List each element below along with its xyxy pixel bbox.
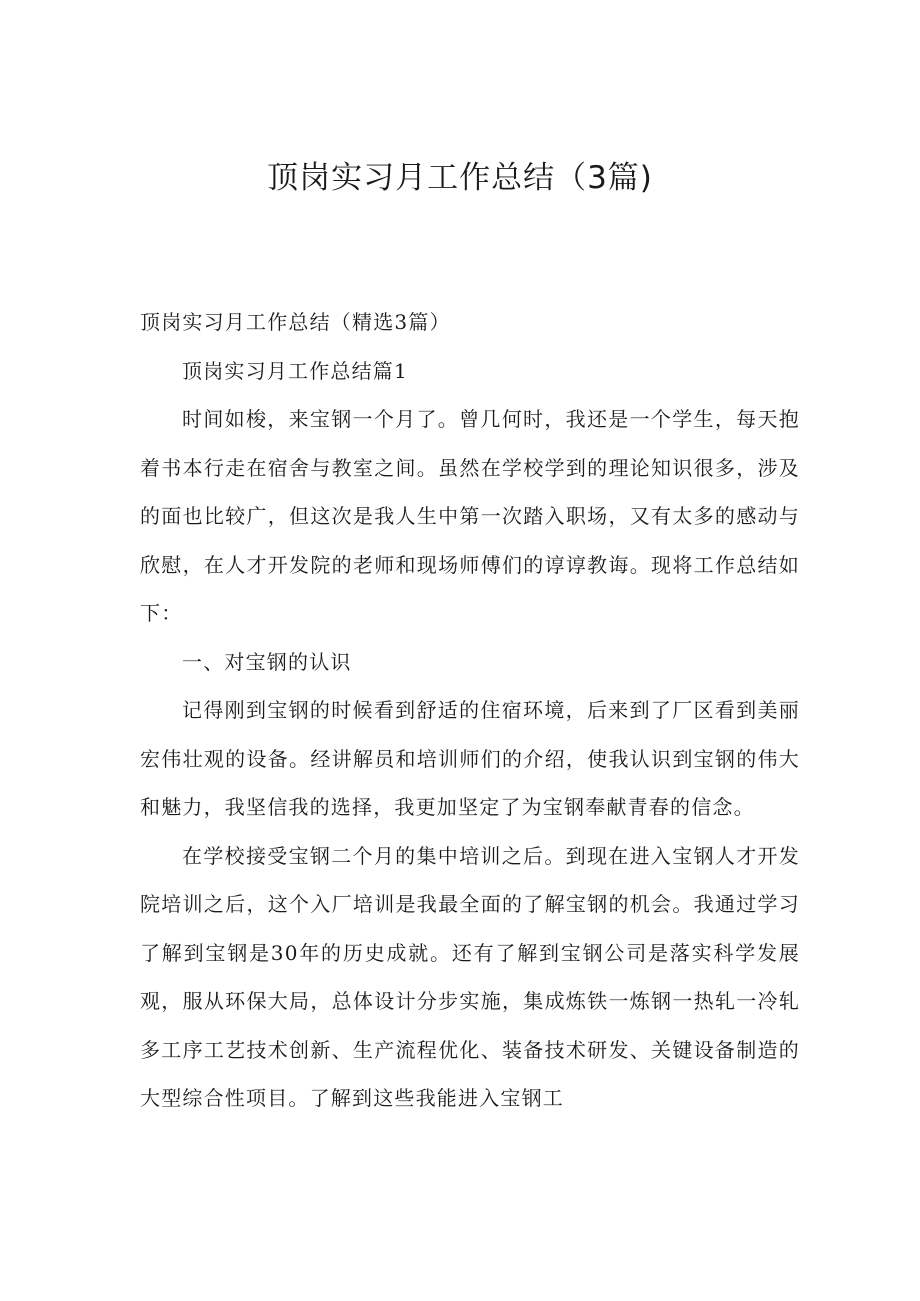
- body-paragraph: 在学校接受宝钢二个月的集中培训之后。到现在进入宝钢人才开发院培训之后，这个入厂培训是我最全面的了解宝钢的机会。我通过学习了解到宝钢是30年的历史成就。还有了解到宝钢公司是落实科学发展观，服从环保大局，总体设计分步实施，集成炼铁一炼钢一热轧一冷轧多工序工艺技术创新、生产流程优化、装备技术研发、关键设备制造的大型综合性项目。了解到这些我能进入宝钢工: [140, 843, 800, 1110]
- subtitle-paragraph: 顶岗实习月工作总结（精选3篇）: [140, 310, 451, 334]
- section-heading: 顶岗实习月工作总结篇1: [182, 358, 408, 383]
- section-heading: 一、对宝钢的认识: [182, 649, 352, 674]
- body-paragraph: 时间如梭，来宝钢一个月了。曾几何时，我还是一个学生，每天抱着书本行走在宿舍与教室之间。虽然在学校学到的理论知识很多，涉及的面也比较广，但这次是我人生中第一次踏入职场，又有太多的感动与欣慰，在人才开发院的老师和现场师傅们的谆谆教诲。现将工作总结如下：: [140, 407, 800, 625]
- document-title: 顶岗实习月工作总结（3篇): [267, 160, 653, 196]
- body-paragraph: 记得刚到宝钢的时候看到舒适的住宿环境，后来到了厂区看到美丽宏伟壮观的设备。经讲解员和培训师们的介绍，使我认识到宝钢的伟大和魅力，我坚信我的选择，我更加坚定了为宝钢奉献青春的信念。: [140, 698, 800, 819]
- document-body: [140, 298, 800, 1123]
